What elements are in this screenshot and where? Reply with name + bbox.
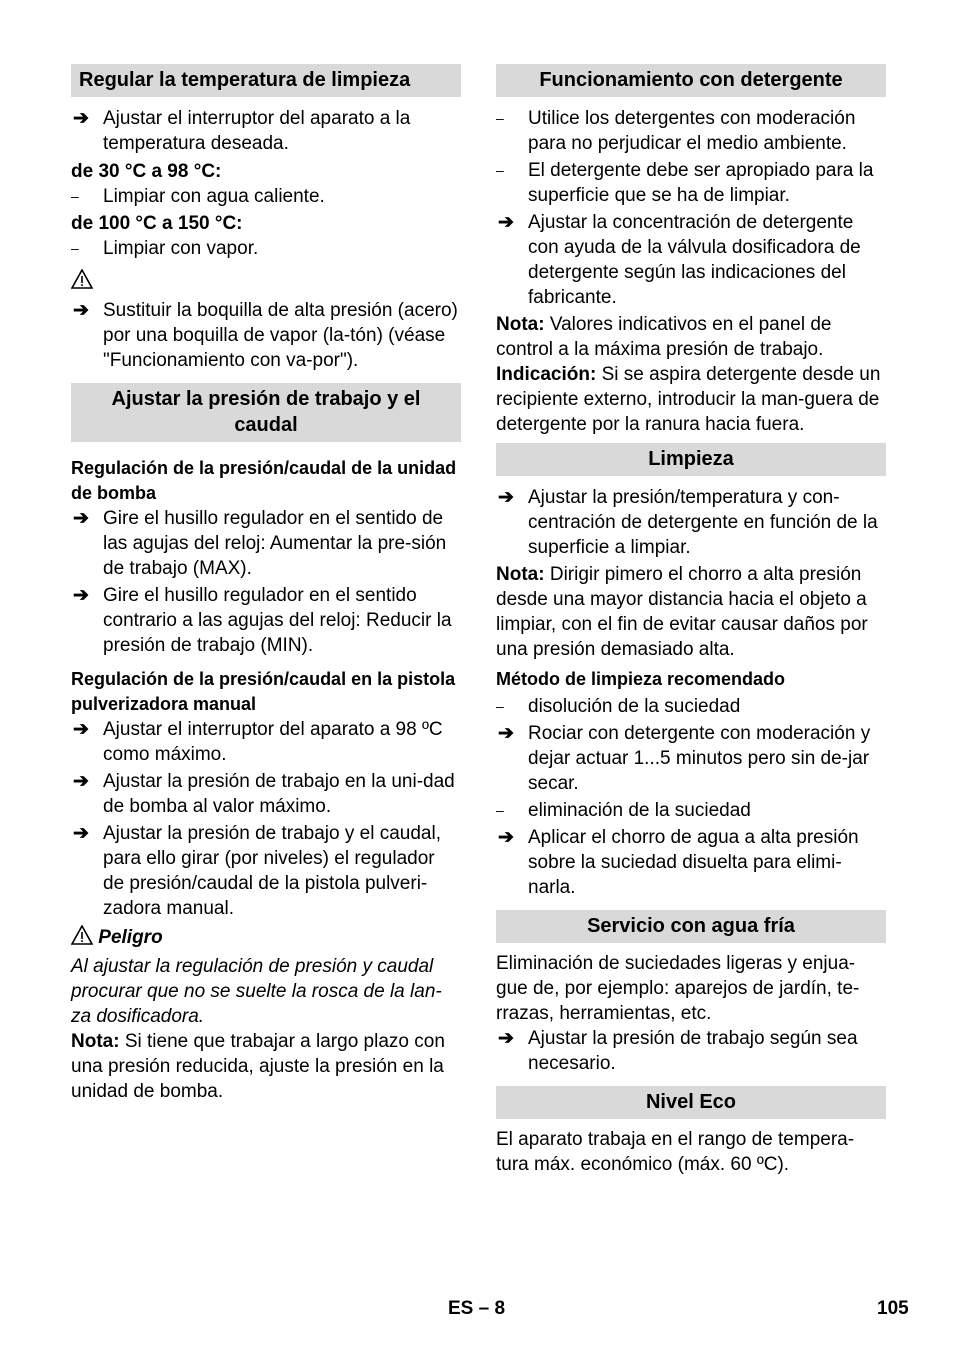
warning-icon <box>71 269 461 293</box>
arrow-icon: ➔ <box>73 823 89 844</box>
arrow-icon: ➔ <box>498 1028 514 1049</box>
list-item: ➔ Rociar con detergente con moderación y dejar actuar 1...5 minutos pero sin de-jar secar. <box>498 723 871 794</box>
arrow-icon: ➔ <box>73 771 89 792</box>
subheading: Regulación de la presión/caudal de la unidad de bomba <box>71 458 457 503</box>
danger-text: Al ajustar la regulación de presión y caudal procurar que no se suelte la rosca de la lan-za dosificadora. <box>71 956 442 1027</box>
list-item: – Limpiar con vapor. <box>71 238 259 259</box>
warning-icon <box>71 925 93 945</box>
dash-icon: – <box>496 110 504 126</box>
arrow-icon: ➔ <box>498 723 514 744</box>
indication: Indicación: Si se aspira detergente desde un recipiente externo, introducir la man-guera de detergente por la ranura hacia fuera. <box>496 364 881 435</box>
arrow-icon: ➔ <box>498 487 514 508</box>
dash-icon: – <box>496 162 504 178</box>
dash-icon: – <box>496 802 504 818</box>
range-label: de 30 °C a 98 °C: <box>71 161 222 182</box>
list-item: ➔ Sustituir la boquilla de alta presión (acero) por una boquilla de vapor (la-tón) (véase "Funcionamiento con va-por"). <box>73 300 458 371</box>
arrow-icon: ➔ <box>73 300 89 321</box>
subheading: Regulación de la presión/caudal en la pistola pulverizadora manual <box>71 669 456 714</box>
section-heading-detergent: Funcionamiento con detergente <box>496 64 886 97</box>
subheading: Método de limpieza recomendado <box>496 669 786 689</box>
list-item: – Limpiar con agua caliente. <box>71 186 325 207</box>
section-heading-cold-water: Servicio con agua fría <box>496 910 886 943</box>
list-item: ➔ Ajustar la presión de trabajo y el caudal, para ello girar (por niveles) el regulador de presión/caudal de la pistola pulveri-zadora manual. <box>73 823 441 919</box>
list-item: ➔ Ajustar la presión/temperatura y con-centración de detergente en función de la superficie a limpiar. <box>498 487 878 558</box>
section-heading-pressure: Ajustar la presión de trabajo y el caudal <box>71 383 461 442</box>
left-column <box>71 64 461 1104</box>
list-item: ➔ Gire el husillo regulador en el sentido contrario a las agujas del reloj: Reducir la presión de trabajo (MIN). <box>73 585 452 656</box>
section-heading-eco: Nivel Eco <box>496 1086 886 1119</box>
list-item: – eliminación de la suciedad <box>496 800 751 821</box>
list-item: ➔ Aplicar el chorro de agua a alta presión sobre la suciedad disuelta para elimi-narla. <box>498 827 859 898</box>
dash-icon: – <box>71 188 79 204</box>
list-item: ➔ Ajustar la presión de trabajo en la uni-dad de bomba al valor máximo. <box>73 771 455 817</box>
arrow-icon: ➔ <box>73 585 89 606</box>
footer-page-number: 105 <box>877 1298 909 1319</box>
dash-icon: – <box>496 698 504 714</box>
danger-label: Peligro <box>71 925 461 950</box>
arrow-icon: ➔ <box>73 508 89 529</box>
arrow-icon: ➔ <box>498 827 514 848</box>
note: Nota: Dirigir pimero el chorro a alta presión desde una mayor distancia hacia el objeto a limpiar, con el fin de evitar causar daños por una presión demasiado alta. <box>496 564 868 660</box>
note: Nota: Si tiene que trabajar a largo plazo con una presión reducida, ajuste la presión en la unidad de bomba. <box>71 1031 445 1102</box>
list-item: ➔ Gire el husillo regulador en el sentido de las agujas del reloj: Aumentar la pre-sión de trabajo (MAX). <box>73 508 447 579</box>
list-item: ➔ Ajustar el interruptor del aparato a 98 ºC como máximo. <box>73 719 443 765</box>
range-label: de 100 °C a 150 °C: <box>71 213 243 234</box>
paragraph: Eliminación de suciedades ligeras y enjua-gue de, por ejemplo: aparejos de jardín, te-rrazas, herramientas, etc. <box>496 953 860 1024</box>
arrow-icon: ➔ <box>73 719 89 740</box>
list-item: ➔ Ajustar el interruptor del aparato a la temperatura deseada. <box>73 108 411 154</box>
dash-icon: – <box>71 240 79 256</box>
note: Nota: Valores indicativos en el panel de control a la máxima presión de trabajo. <box>496 314 832 360</box>
list-item: – Utilice los detergentes con moderación para no perjudicar el medio ambiente. <box>496 108 856 154</box>
list-item: – El detergente debe ser apropiado para la superficie que se ha de limpiar. <box>496 160 874 206</box>
right-column <box>496 64 886 1177</box>
arrow-icon: ➔ <box>73 108 89 129</box>
list-item: ➔ Ajustar la presión de trabajo según sea necesario. <box>498 1028 858 1074</box>
section-heading-cleaning: Limpieza <box>496 443 886 476</box>
footer-language-page: ES – 8 <box>448 1298 506 1319</box>
section-heading-temperature: Regular la temperatura de limpieza <box>71 64 461 97</box>
paragraph: El aparato trabaja en el rango de tempera-tura máx. económico (máx. 60 ºC). <box>496 1129 855 1175</box>
list-item: ➔ Ajustar la concentración de detergente con ayuda de la válvula dosificadora de detergente según las indicaciones del fabricante. <box>498 212 861 308</box>
list-item: – disolución de la suciedad <box>496 696 741 717</box>
arrow-icon: ➔ <box>498 212 514 233</box>
